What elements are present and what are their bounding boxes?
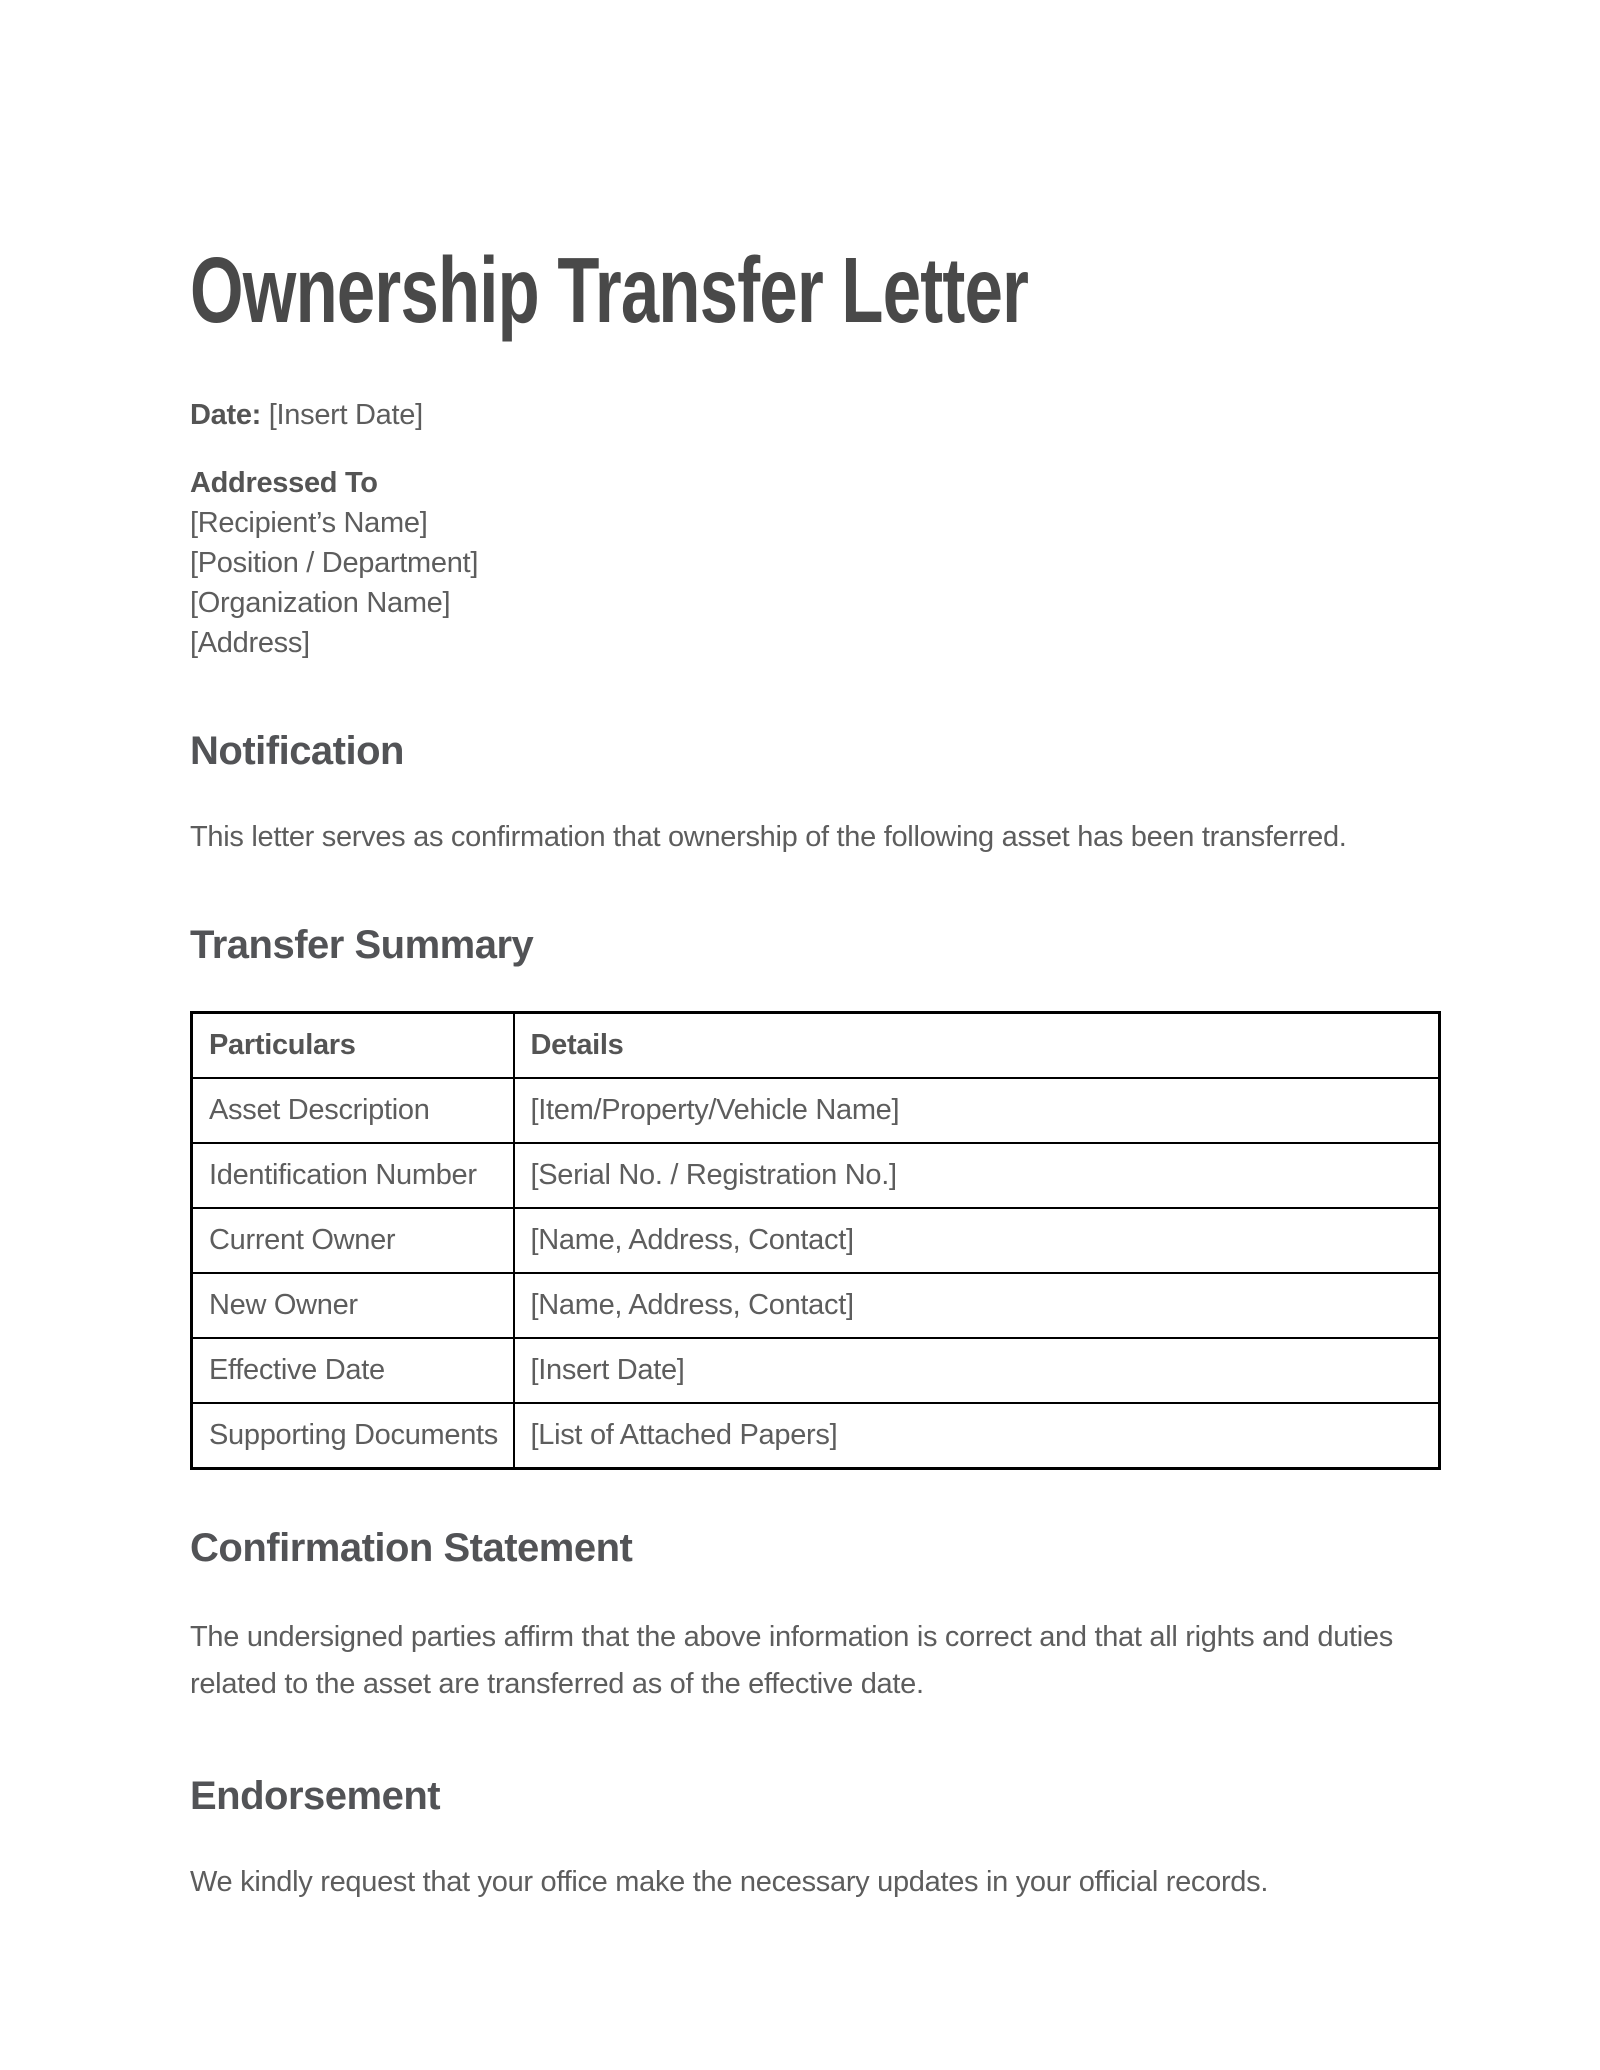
table-header-particulars: Particulars: [192, 1013, 514, 1079]
endorsement-heading: Endorsement: [190, 1774, 441, 1818]
addressed-to-label: Addressed To: [190, 467, 378, 499]
row-label: New Owner: [192, 1273, 514, 1338]
confirmation-paragraph: The undersigned parties affirm that the above information is correct and that all rights and duties related to the asset are transferred as of the effective date.: [190, 1621, 1393, 1700]
notification-paragraph: This letter serves as confirmation that ownership of the following asset has been transferred.: [190, 821, 1347, 853]
transfer-summary-heading: Transfer Summary: [190, 923, 534, 967]
row-value: [Serial No. / Registration No.]: [514, 1143, 1440, 1208]
row-label: Asset Description: [192, 1078, 514, 1143]
table-header-details: Details: [514, 1013, 1440, 1079]
row-label: Identification Number: [192, 1143, 514, 1208]
table-row-effective-date: [192, 1338, 1440, 1403]
row-label: Current Owner: [192, 1208, 514, 1273]
page-title: Ownership Transfer Letter: [190, 238, 1029, 342]
row-label: Effective Date: [192, 1338, 514, 1403]
row-value: [Name, Address, Contact]: [514, 1208, 1440, 1273]
transfer-summary-table: [190, 1011, 1441, 1470]
date-line: [190, 395, 1438, 435]
table-row-asset-description: [192, 1078, 1440, 1143]
table-row-identification-number: [192, 1143, 1440, 1208]
date-value: [Insert Date]: [261, 399, 423, 431]
address-line-organization: [Organization Name]: [190, 587, 451, 619]
row-value: [Name, Address, Contact]: [514, 1273, 1440, 1338]
row-label: Supporting Documents: [192, 1403, 514, 1469]
date-label: Date:: [190, 399, 262, 431]
address-line-recipient: [Recipient’s Name]: [190, 507, 428, 539]
row-value: [Insert Date]: [514, 1338, 1440, 1403]
notification-heading: Notification: [190, 729, 404, 773]
row-value: [List of Attached Papers]: [514, 1403, 1440, 1469]
table-header-row: [192, 1013, 1440, 1079]
table-row-current-owner: [192, 1208, 1440, 1273]
table-row-supporting-documents: [192, 1403, 1440, 1469]
confirmation-statement-heading: Confirmation Statement: [190, 1526, 633, 1570]
endorsement-paragraph: We kindly request that your office make the necessary updates in your official records.: [190, 1866, 1269, 1898]
address-line-position: [Position / Department]: [190, 547, 479, 579]
table-row-new-owner: [192, 1273, 1440, 1338]
address-line-address: [Address]: [190, 627, 310, 659]
addressed-to-block: [190, 463, 1438, 663]
row-value: [Item/Property/Vehicle Name]: [514, 1078, 1440, 1143]
